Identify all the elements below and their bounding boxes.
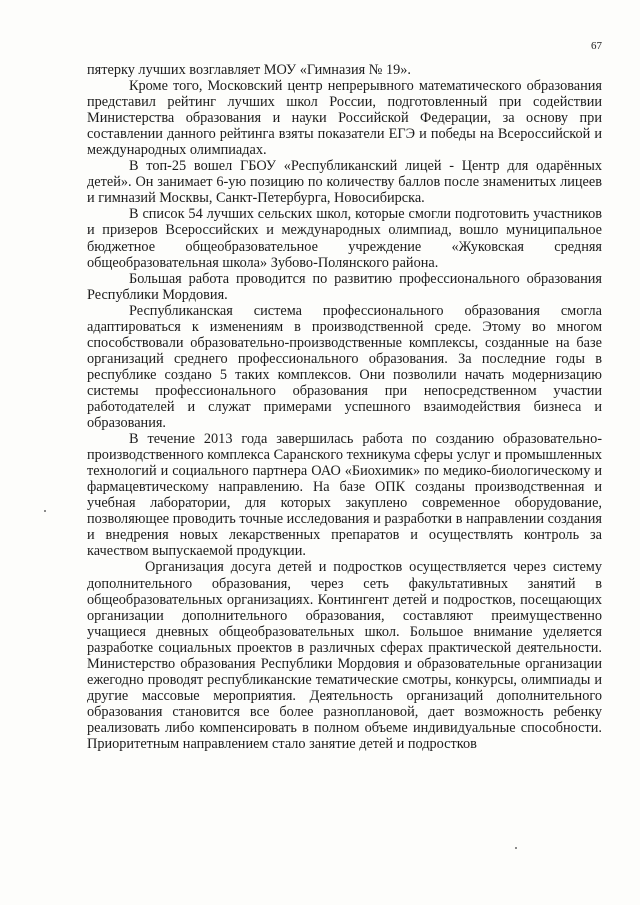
page-number: 67	[591, 40, 602, 52]
scan-speck	[515, 847, 517, 849]
paragraph: Кроме того, Московский центр непрерывного математического образования представил рейтинг лучших школ России, подготовленный при содействии Министерства образования и науки Российской Федерации, за основу при составлении данного рейтинга взяты показатели ЕГЭ и победы на Всероссийской и международных олимпиадах.	[87, 78, 602, 159]
paragraph: Большая работа проводится по развитию профессионального образования Республики Мордовия.	[87, 270, 602, 303]
paragraph: В топ-25 вошел ГБОУ «Республиканский лицей - Центр для одарённых детей». Он занимает 6-ую позицию по количеству баллов после знаменитых лицеев и гимназий Москвы, Санкт-Петербурга, Новосибирска.	[87, 158, 602, 207]
paragraph: В список 54 лучших сельских школ, которые смогли подготовить участников и призеров Всероссийских и международных олимпиад, вошло муниципальное бюджетное общеобразовательное учреждение «Жуковская средняя общеобразовательная школа» Зубово-Полянского района.	[87, 206, 602, 271]
document-body	[87, 62, 602, 752]
paragraph: В течение 2013 года завершилась работа по созданию образовательно-производственного комплекса Саранского техникума сферы услуг и промышленных технологий и социального партнера ОАО «Биохимик» по медико-биологическому и фармацевтическому направлению. На базе ОПК созданы производственная и учебная лаборатории, для которых закуплено современное оборудование, позволяющее проводить точные исследования и разработки в направлении создания и внедрения новых лекарственных препаратов и осуществлять контроль за качеством выпускаемой продукции.	[87, 431, 602, 560]
paragraph: Организация досуга детей и подростков осуществляется через систему дополнительного образования, через сеть факультативных занятий в общеобразовательных организациях. Контингент детей и подростков, посещающих организации дополнительного образования, составляют преимущественно учащиеся дневных общеобразовательных школ. Большое внимание уделяется разработке социальных проектов в различных сферах практической деятельности. Министерство образования Республики Мордовия и образовательные организации ежегодно проводят республиканские тематические смотры, конкурсы, олимпиады и другие массовые мероприятия. Деятельность организаций дополнительного образования становится все более разноплановой, дает возможность ребенку реализовать либо компенсировать в полном объеме индивидуальные способности. Приоритетным направлением стало занятие детей и подростков	[87, 559, 602, 752]
paragraph: пятерку лучших возглавляет МОУ «Гимназия № 19».	[87, 62, 411, 78]
scan-speck	[44, 510, 46, 512]
paragraph: Республиканская система профессионального образования смогла адаптироваться к изменениям в производственной среде. Этому во многом способствовали образовательно-производственные комплексы, созданные на базе организаций среднего профессионального образования. За последние годы в республике создано 5 таких комплексов. Они позволили начать модернизацию системы профессионального образования при непосредственном участии работодателей и служат примерами успешного взаимодействия бизнеса и образования.	[87, 302, 602, 432]
